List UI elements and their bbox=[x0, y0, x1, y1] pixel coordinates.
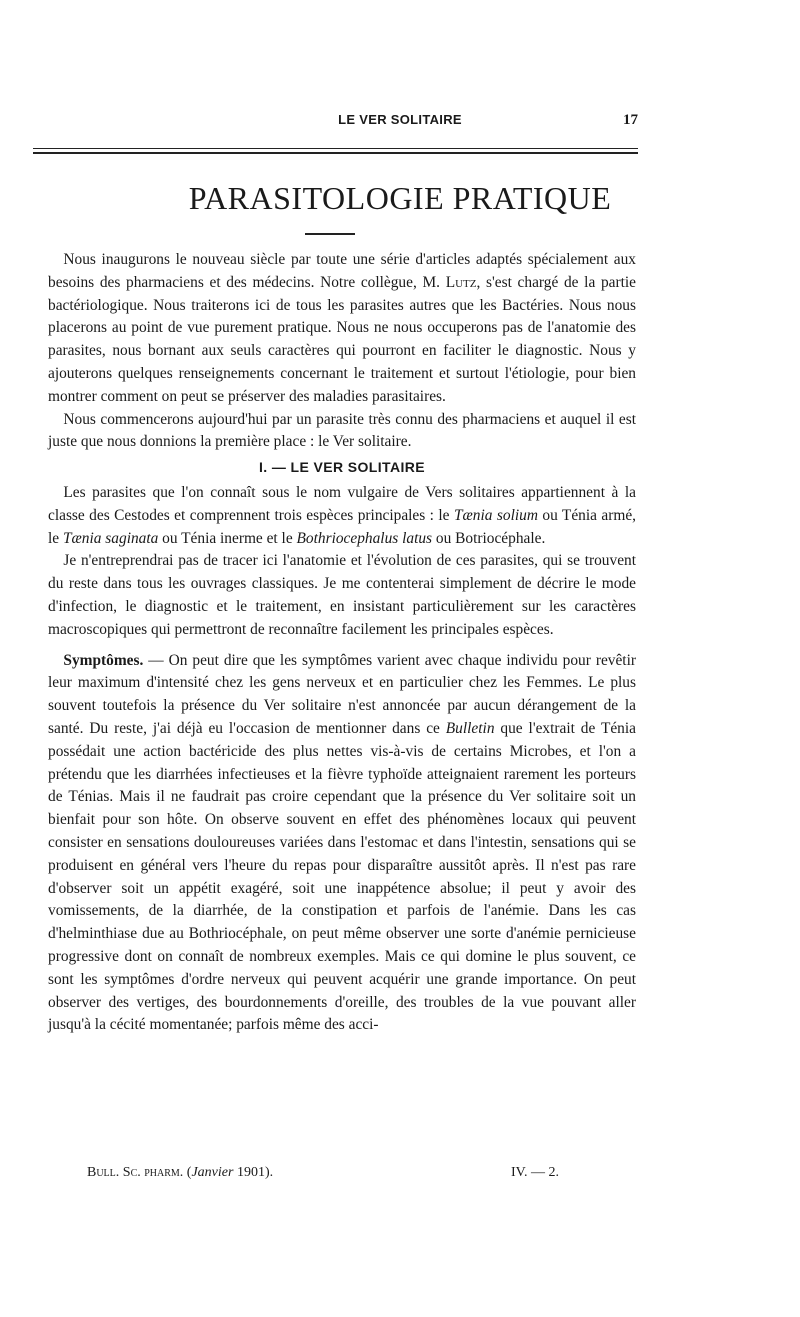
species-name: Tænia saginata bbox=[62, 529, 159, 547]
running-title: LE VER SOLITAIRE bbox=[338, 112, 462, 127]
title-rule bbox=[305, 233, 355, 235]
footer-signature: IV. — 2. bbox=[511, 1165, 559, 1180]
journal-title: Bulletin bbox=[445, 719, 495, 737]
section-paragraph-1: Les parasites que l'on connaît sous le nom vulgaire de Vers solitaires appartiennent à la classe des Cestodes et comprennent trois espèces principales : le Tænia solium ou Ténia armé, le Tænia saginata ou Ténia inerme et le Bothriocephalus latus ou Botriocéphale. bbox=[48, 483, 637, 547]
species-name: Tænia solium bbox=[453, 506, 538, 524]
section-paragraph-2: Je n'entreprendrai pas de tracer ici l'anatomie et l'évolution de ces parasites, qui se trouvent du reste dans tous les ouvrages classiques. Je me contenterai simplement de décrire le mode d'infection, le diagnostic et le traitement, en insistant particulièrement sur les caractères macroscopiques qui permettront de reconnaître facilement les principales espèces. bbox=[48, 552, 636, 638]
article-body bbox=[48, 249, 636, 1037]
header-rule-thin bbox=[33, 148, 638, 149]
section-heading: I. — LE VER SOLITAIRE bbox=[258, 459, 426, 476]
intro-paragraph-1: Nous inaugurons le nouveau siècle par toute une série d'articles adaptés spécialement aux besoins des pharmaciens et des médecins. Notre collègue, M. Lutz, s'est chargé de la partie bactériologique. Nous traiterons ici de tous les parasites autres que les Bactéries. Nous nous placerons au point de vue purement pratique. Nous ne nous occuperons pas de l'anatomie des parasites, nous bornant aux seuls caractères qui pourront en faciliter le diagnostic. Nous y ajouterons quelques renseignements concernant le traitement et surtout l'étiologie, pour bien montrer comment on peut se préserver des maladies parasitaires. bbox=[48, 251, 636, 405]
page-title: PARASITOLOGIE PRATIQUE bbox=[188, 180, 612, 216]
author-name: Lutz bbox=[445, 273, 477, 291]
page-footer bbox=[48, 1165, 636, 1187]
header-rule-thick bbox=[33, 152, 638, 154]
footer-citation: Bull. Sc. pharm. (Janvier 1901). bbox=[87, 1165, 274, 1180]
page-number: 17 bbox=[623, 112, 638, 128]
intro-paragraph-2: Nous commencerons aujourd'hui par un parasite très connu des pharmaciens et auquel il est juste que nous donnions la première place : le Ver solitaire. bbox=[48, 410, 636, 451]
symptoms-label: Symptômes. bbox=[63, 651, 144, 669]
species-name: Bothriocephalus latus bbox=[296, 529, 433, 547]
running-head bbox=[0, 112, 800, 134]
symptoms-paragraph: Symptômes. — On peut dire que les symptômes varient avec chaque individu pour revêtir leur maximum d'intensité chez les gens nerveux et en particulier chez les Femmes. Le plus souvent toutefois la présence du Ver solitaire n'est annoncée par aucun dérangement de la santé. Du reste, j'ai déjà eu l'occasion de mentionner dans ce Bulletin que l'extrait de Ténia possédait une action bactéricide des plus nettes vis-à-vis de certains Microbes, et l'on a prétendu que les diarrhées infectieuses et la fièvre typhoïde atteignaient rarement les porteurs de Ténias. Mais il ne faudrait pas croire cependant que la présence du Ver solitaire soit un bienfait pour son hôte. On observe souvent en effet des phénomènes locaux qui peuvent consister en sensations douloureuses variées dans l'estomac et dans l'intestin, sensations qui se produisent en général vers l'heure du repas pour disparaître aussitôt après. Il n'est pas rare d'observer soit un appétit exagéré, soit une inappétence absolue; il peut y avoir des vomissements, de la diarrhée, de la constipation et parfois de l'anémie. Dans les cas d'helminthiase due au Bothriocéphale, on peut même observer une sorte d'anémie pernicieuse progressive dont on connaît de nombreux exemples. Mais ce qui domine le plus souvent, ce sont les symptômes d'ordre nerveux qui peuvent acquérir une grande importance. On peut observer des vertiges, des bourdonnements d'oreille, des troubles de la vue pouvant aller jusqu'à la cécité momentanée; parfois même des acci- bbox=[48, 651, 636, 1034]
